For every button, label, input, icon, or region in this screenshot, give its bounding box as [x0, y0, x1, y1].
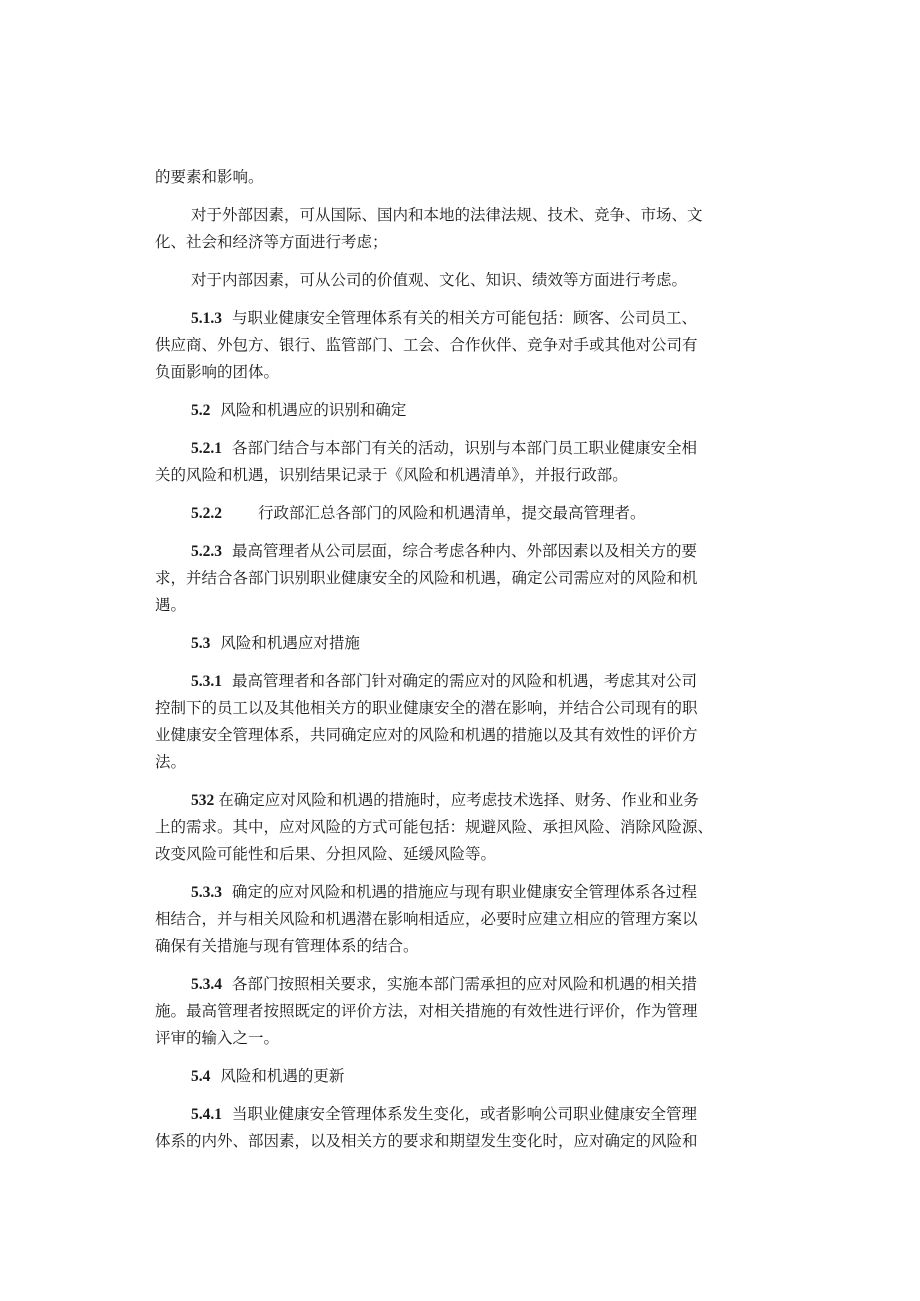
section-number: 5.3.4: [191, 976, 222, 993]
section-5-2-3: [155, 538, 770, 619]
section-5-2-1: [155, 435, 770, 489]
text-line: 求，并结合各部门识别职业健康安全的风险和机遇，确定公司需应对的风险和机: [155, 569, 698, 587]
section-number: 5.3: [191, 635, 211, 652]
text-span: 各部门结合与本部门有关的活动，识别与本部门员工职业健康安全相: [232, 439, 698, 457]
text-line: [155, 538, 770, 565]
text-span: 与职业健康安全管理体系有关的相关方可能包括：顾客、公司员工、: [232, 309, 698, 327]
text-line: [155, 1063, 770, 1090]
text-span: 确定的应对风险和机遇的措施应与现有职业健康安全管理体系各过程: [232, 883, 698, 901]
text-line: 上的需求。其中，应对风险的方式可能包括：规避风险、承担风险、消除风险源、: [155, 818, 714, 836]
text-line: [155, 971, 770, 998]
text-line: [155, 1101, 770, 1128]
section-number: 5.2.3: [191, 543, 222, 560]
section-number: 5.3.1: [191, 673, 222, 690]
section-title: 风险和机遇的更新: [220, 1067, 345, 1085]
text-line: [155, 668, 770, 695]
text-line: 对于外部因素，可从国际、国内和本地的法律法规、技术、竞争、市场、文: [191, 206, 703, 224]
text-line: [155, 630, 770, 657]
text-line: 评审的输入之一。: [155, 1029, 280, 1047]
section-title: 风险和机遇应对措施: [220, 634, 360, 652]
section-number: 5.3.3: [191, 884, 222, 901]
text-line: 施。最高管理者按照既定的评价方法，对相关措施的有效性进行评价，作为管理: [155, 1002, 698, 1020]
text-span: 在确定应对风险和机遇的措施时，应考虑技术选择、财务、作业和业务: [218, 791, 699, 809]
text-line: 遇。: [155, 596, 187, 614]
section-title: 风险和机遇应的识别和确定: [220, 401, 407, 419]
section-5-4-1: [155, 1101, 770, 1155]
section-5-1-3: [155, 305, 770, 386]
section-5-3-2: [155, 787, 770, 868]
section-number: 5.1.3: [191, 310, 222, 327]
text-line: 对于内部因素，可从公司的价值观、文化、知识、绩效等方面进行考虑。: [191, 271, 688, 289]
section-5-3-4: [155, 971, 770, 1052]
text-line: [155, 879, 770, 906]
text-span: 最高管理者和各部门针对确定的需应对的风险和机遇，考虑其对公司: [232, 672, 698, 690]
text-line: 供应商、外包方、银行、监管部门、工会、合作伙伴、竞争对手或其他对公司有: [155, 336, 698, 354]
section-number: 5.2.2: [191, 505, 222, 522]
text-line: 改变风险可能性和后果、分担风险、延缓风险等。: [155, 845, 497, 863]
text-span: 当职业健康安全管理体系发生变化，或者影响公司职业健康安全管理: [232, 1105, 698, 1123]
text-line: 的要素和影响。: [155, 168, 264, 186]
section-number: 5.2: [191, 402, 211, 419]
text-line: 确保有关措施与现有管理体系的结合。: [155, 937, 419, 955]
section-5-2-2: [155, 500, 770, 527]
section-number: 5.2.1: [191, 440, 222, 457]
text-span: 最高管理者从公司层面，综合考虑各种内、外部因素以及相关方的要: [232, 542, 698, 560]
paragraph-internal-factors: [155, 267, 770, 294]
section-5-3-1: [155, 668, 770, 776]
section-number: 5.4: [191, 1068, 211, 1085]
text-line: [155, 500, 770, 527]
section-5-4-heading: [155, 1063, 770, 1090]
text-line: [155, 305, 770, 332]
text-line: 负面影响的团体。: [155, 363, 280, 381]
text-line: 关的风险和机遇，识别结果记录于《风险和机遇清单》，并报行政部。: [155, 466, 628, 484]
document-body: [155, 164, 770, 1166]
text-line: 相结合，并与相关风险和机遇潜在影响相适应，必要时应建立相应的管理方案以: [155, 910, 698, 928]
text-line: 法。: [155, 753, 187, 771]
text-line: [155, 787, 770, 814]
text-line: 业健康安全管理体系，共同确定应对的风险和机遇的措施以及其有效性的评价方: [155, 726, 698, 744]
text-line: [155, 397, 770, 424]
section-5-2-heading: [155, 397, 770, 424]
section-number: 5.4.1: [191, 1106, 222, 1123]
paragraph-external-factors: [155, 202, 770, 256]
paragraph-0: [155, 164, 770, 191]
text-line: [155, 435, 770, 462]
text-line: 化、社会和经济等方面进行考虑；: [155, 233, 388, 251]
section-5-3-heading: [155, 630, 770, 657]
text-line: 控制下的员工以及其他相关方的职业健康安全的潜在影响，并结合公司现有的职: [155, 699, 698, 717]
text-span: 各部门按照相关要求，实施本部门需承担的应对风险和机遇的相关措: [232, 975, 698, 993]
text-line: 体系的内外、部因素，以及相关方的要求和期望发生变化时，应对确定的风险和: [155, 1132, 698, 1150]
text-span: 行政部汇总各部门的风险和机遇清单，提交最高管理者。: [258, 504, 646, 522]
section-5-3-3: [155, 879, 770, 960]
section-number: 532: [191, 792, 215, 809]
